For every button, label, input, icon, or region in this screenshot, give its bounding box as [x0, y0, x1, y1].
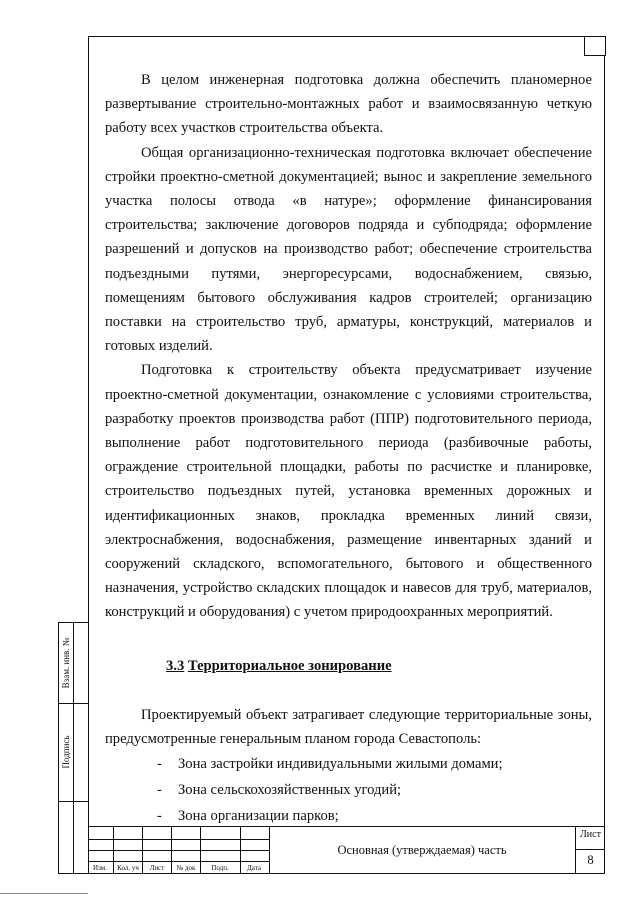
bottom-rule	[0, 893, 88, 894]
zone-item-label: Зона сельскохозяйственных угодий;	[178, 782, 402, 799]
section-number: 3.3	[166, 657, 185, 674]
document-body	[105, 68, 592, 829]
bullet-dash: -	[157, 756, 162, 773]
sheet-number-box	[575, 827, 605, 874]
zones-list	[105, 751, 592, 829]
zone-item-label: Зона организации парков;	[178, 808, 339, 825]
zone-item-label: Зона застройки индивидуальными жилыми домами;	[178, 756, 503, 773]
corner-box	[584, 36, 606, 56]
bullet-dash: -	[157, 782, 162, 799]
replacement-inventory-label: Взам. инв. №	[61, 637, 71, 689]
section-title: Территориальное зонирование	[187, 657, 392, 674]
column-header: № док	[176, 864, 196, 872]
bullet-dash: -	[157, 808, 162, 825]
revision-table	[88, 827, 269, 874]
signature-label: Подпись	[61, 735, 71, 769]
column-header: Кол. уч	[117, 864, 139, 872]
document-title: Основная (утверждаемая) часть	[337, 843, 507, 857]
title-block	[88, 826, 605, 874]
list-item	[157, 751, 592, 777]
column-header: Дата	[247, 864, 261, 872]
sheet-label: Лист	[580, 829, 601, 840]
column-header: Лист	[149, 864, 165, 872]
binding-margin-strip	[58, 622, 88, 874]
list-item	[157, 777, 592, 803]
sheet-number: 8	[587, 853, 594, 867]
section-heading	[105, 654, 592, 678]
column-header: Изм.	[93, 864, 107, 872]
paragraph-general-preparation: Общая организационно-техническая подготовка включает обеспечение стройки проектно-сметной документацией; вынос и закрепление земельного участка полосы отвода «в натуре»; оформление финансирования строительства; заключение договоров подряда и субподряда; оформление разрешений и допусков на производство работ; обеспечение строительства подъездными путями, энергоресурсами, водоснабжением, связью, помещениям бытового обслуживания кадров строителей; организацию поставки на строительство труб, арматуры, конструкций, материалов и готовых изделий.	[105, 144, 592, 355]
paragraph-engineering-preparation: В целом инженерная подготовка должна обеспечить планомерное развертывание строительно-монтажных работ и взаимосвязанную четкую работу всех участков строительства объекта.	[105, 72, 592, 137]
paragraph-zones-intro: Проектируемый объект затрагивает следующие территориальные зоны, предусмотренные генеральным планом города Севастополь:	[105, 706, 592, 747]
column-header: Подп.	[211, 864, 229, 872]
paragraph-construction-preparation: Подготовка к строительству объекта предусматривает изучение проектно-сметной документации, ознакомление с условиями строительства, разработку проектов производства работ (ППР) подготовительного периода, выполнение работ подготовительного периода (разбивочные работы, ограждение строительной площадки, работы по расчистке и планировке, строительство подъездных путей, установка временных дорожных и идентификационных знаков, прокладка временных линий связи, электроснабжения, водоснабжения, размещение инвентарных зданий и сооружений складского, вспомогательного, бытового и общественного назначения, устройство складских площадок и навесов для труб, материалов, конструкций и оборудования) с учетом природоохранных мероприятий.	[105, 362, 592, 621]
